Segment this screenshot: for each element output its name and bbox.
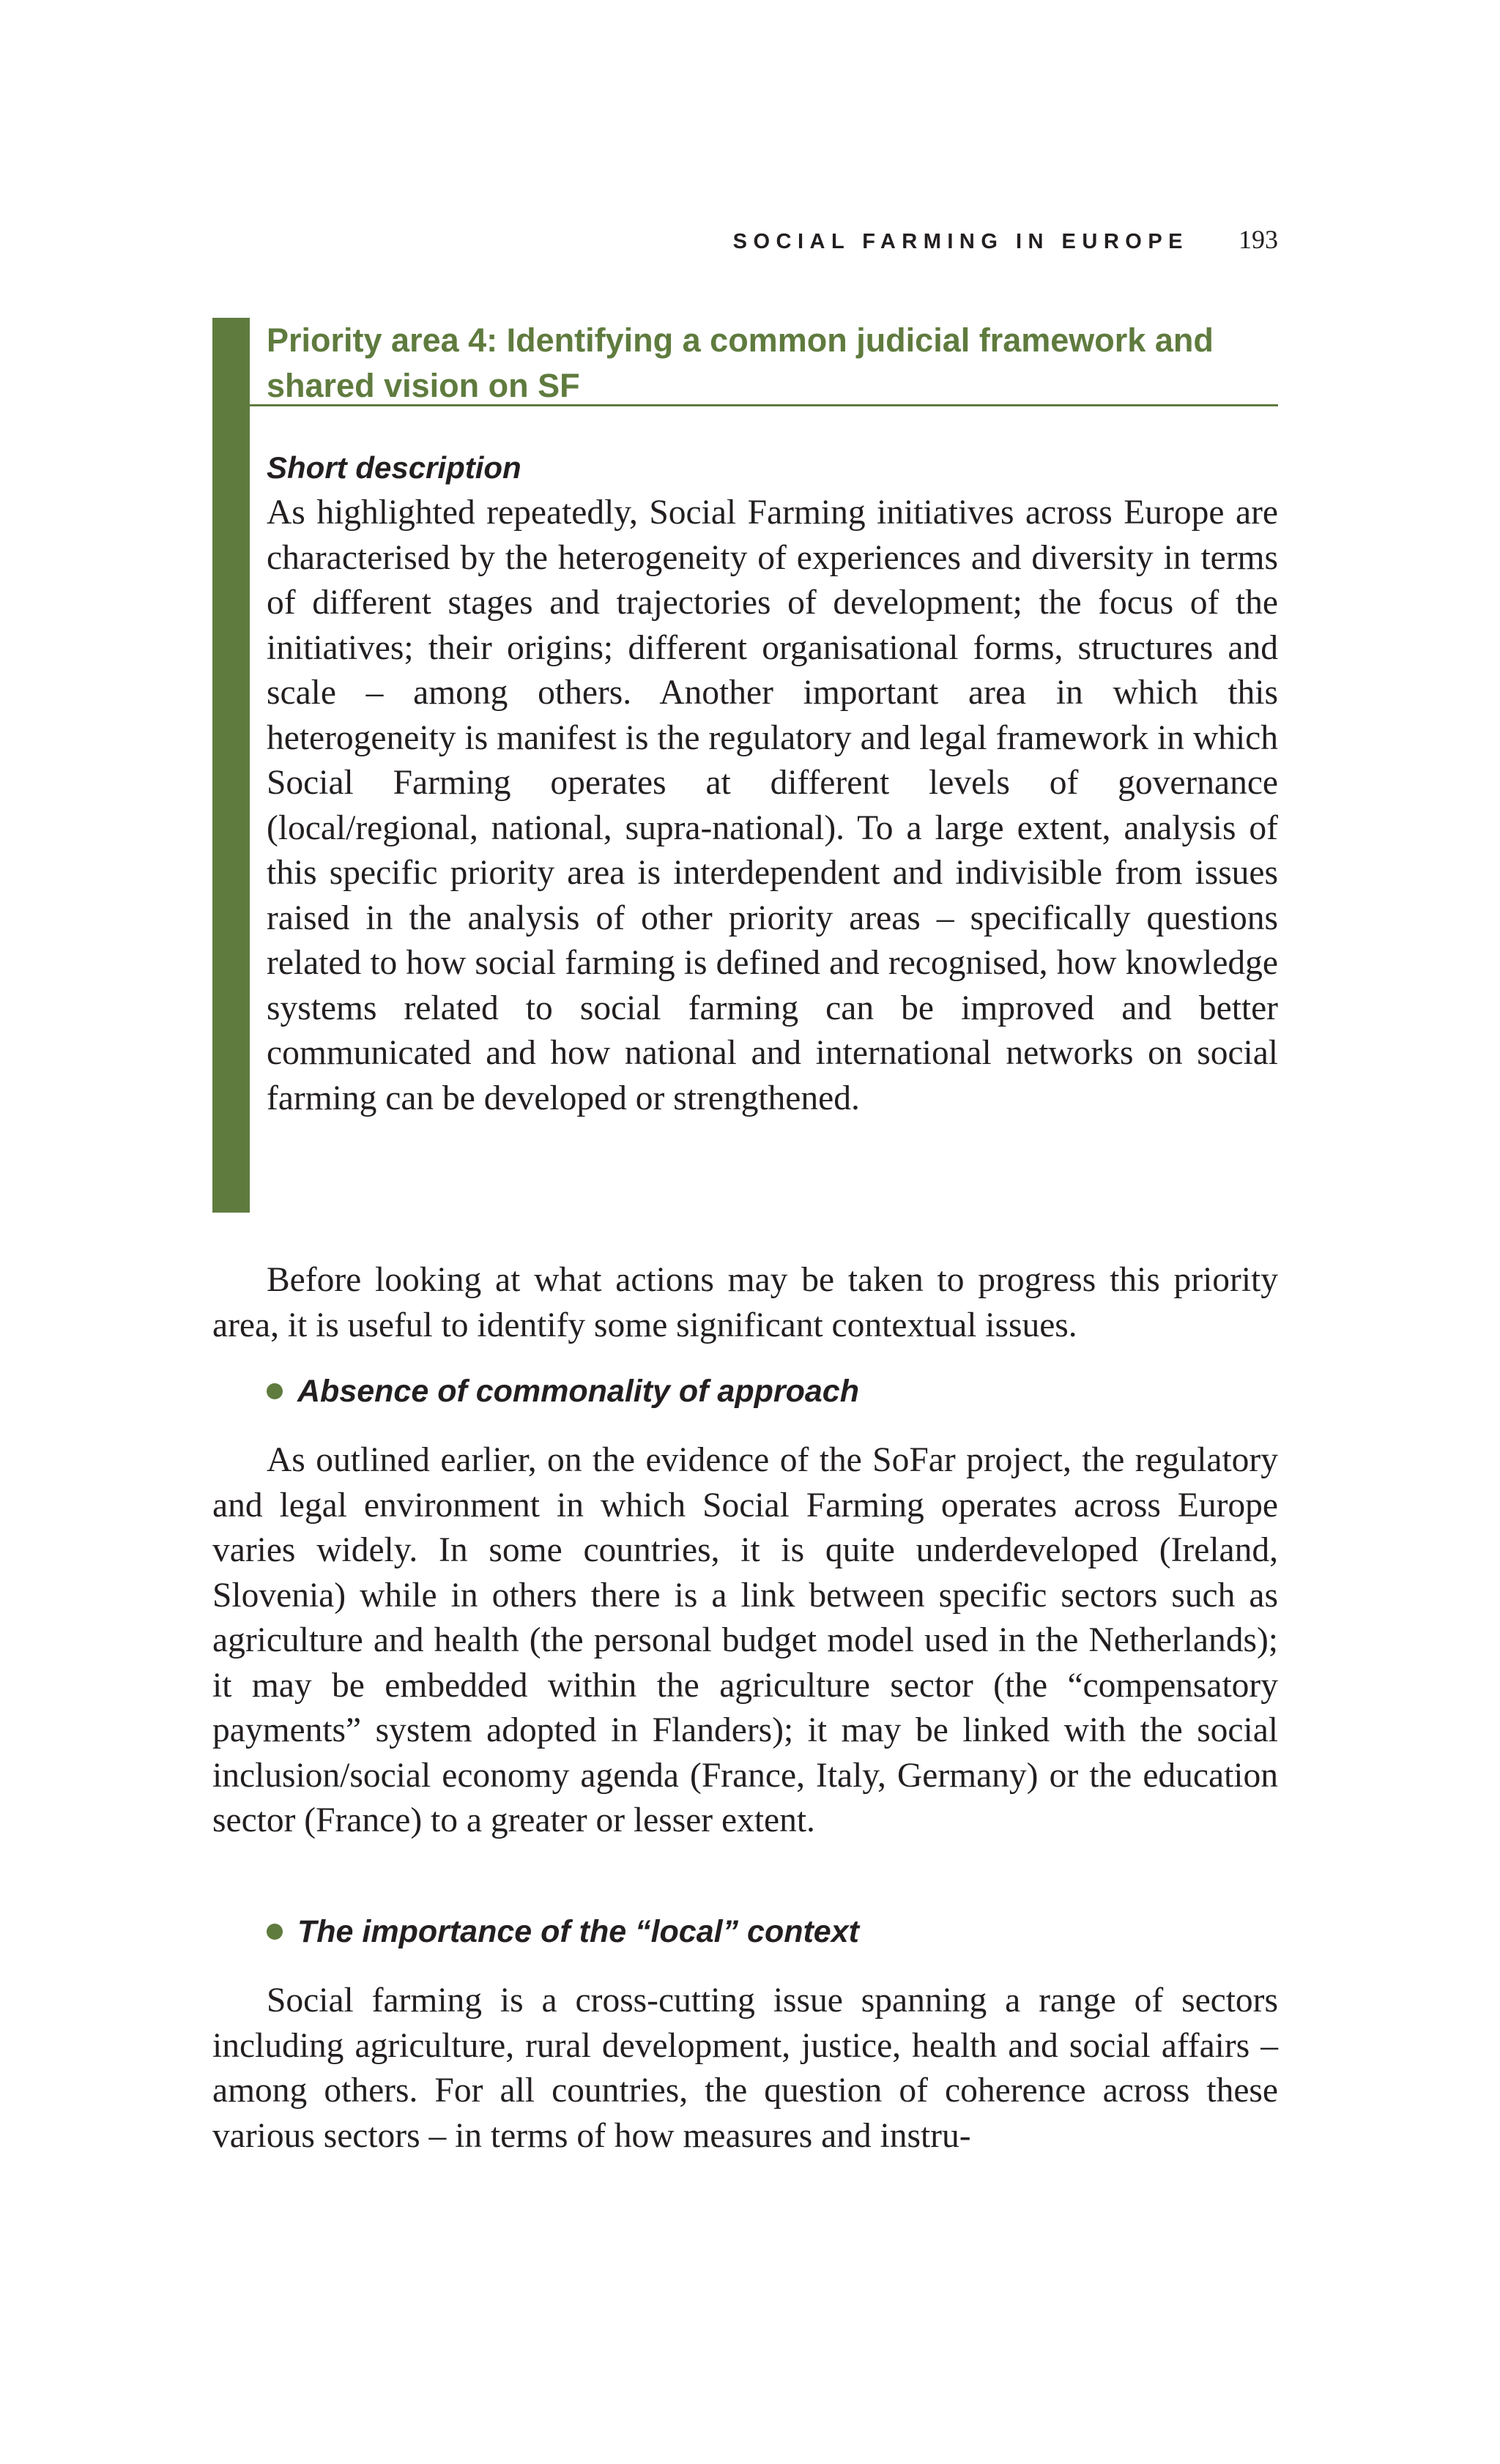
section-body: As outlined earlier, on the evidence of the SoFar project, the regulatory and legal environment in which Social Farming operates across Europe varies widely. In some countries, it is quite underdeveloped (Ireland, Slovenia) while in others there is a link between specific sectors such as agriculture and health (the personal budget model used in the Netherlands); it may be embedded within the agriculture sector (the “compensatory payments” system adopted in Flanders); it may be linked with the social inclusion/social economy agenda (France, Italy, Germany) or the education sector (France) to a greater or lesser extent.	[212, 1441, 1278, 1839]
section-body: Social farming is a cross-cutting issue spanning a range of sectors including agriculture, rural development, justice, health and social affairs – among others. For all countries, the question of coherence across these various sectors – in terms of how measures and instru-	[212, 1981, 1278, 2155]
box-title: Priority area 4: Identifying a common judicial framework and shared vision on SF	[267, 321, 1214, 404]
box-subheading: Short description	[267, 450, 521, 485]
title-divider	[250, 404, 1278, 406]
page-number: 193	[1239, 225, 1278, 254]
box-body-text: As highlighted repeatedly, Social Farming initiatives across Europe are characterised by the heterogeneity of experiences and diversity in terms of different stages and trajectories of development; the focus of the initiatives; their origins; different organisational forms, structures and scale – among others. Another important area in which this heterogeneity is manifest is the regulatory and legal framework in which Social Farming operates at different levels of governance (local/regional, national, supra-national). To a large extent, analysis of this specific priority area is interdependent and indivisible from issues raised in the analysis of other priority areas – specifically questions related to how social farming is defined and recognised, how knowledge systems related to social farming can be improved and better communicated and how national and international networks on social farming can be developed or strengthened.	[267, 494, 1278, 1117]
section-heading	[267, 1911, 859, 1952]
intro-paragraph: Before looking at what actions may be taken to progress this priority area, it is useful to identify some significant contextual issues.	[212, 1261, 1278, 1344]
section-heading	[267, 1371, 859, 1412]
section-heading-text: Absence of commonality of approach	[297, 1374, 859, 1409]
bullet-icon	[267, 1924, 283, 1940]
priority-area-box	[212, 318, 1278, 1213]
box-accent-bar	[212, 318, 250, 1213]
bullet-icon	[267, 1383, 283, 1399]
running-header	[212, 224, 1278, 256]
section-heading-text: The importance of the “local” context	[297, 1914, 859, 1949]
running-title: SOCIAL FARMING IN EUROPE	[732, 230, 1189, 253]
